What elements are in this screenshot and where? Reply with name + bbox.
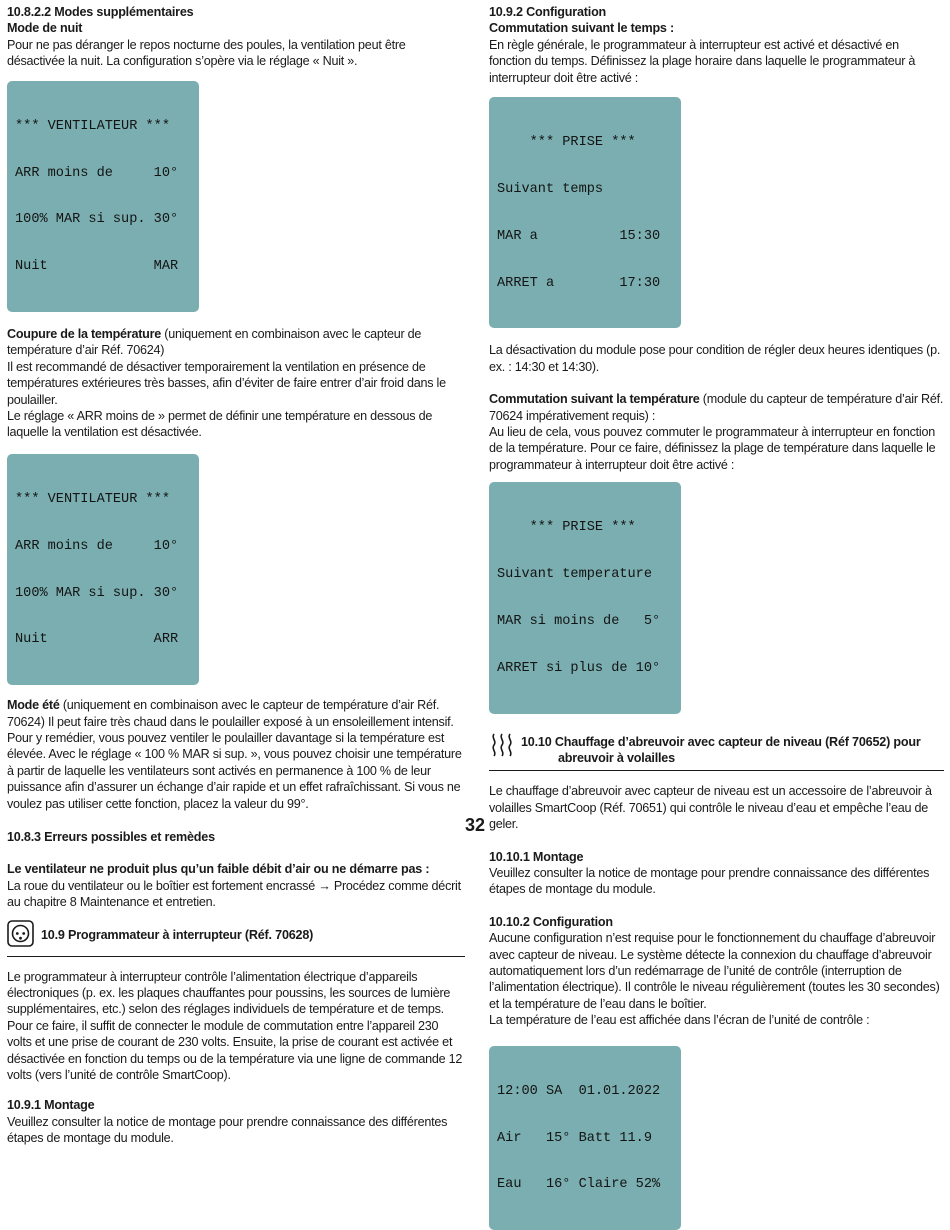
- lcd-display-socket-time: [489, 97, 681, 328]
- temperature-cutoff-paragraph: [7, 326, 465, 359]
- summer-mode-paragraph: [7, 697, 465, 812]
- lcd-line: *** VENTILATEUR ***: [15, 491, 170, 507]
- lcd-line: *** PRISE ***: [497, 135, 636, 151]
- section-10-10-2-text-2: La température de l’eau est affichée dans l’écran de l’unité de contrôle :: [489, 1013, 870, 1028]
- temperature-cutoff-text-2: Le réglage « ARR moins de » permet de définir une température en dessous de laquelle la ventilation est désactivée.: [7, 408, 433, 440]
- section-10-10-title-line-1: 10.10 Chauffage d’abreuvoir avec capteur de niveau (Réf 70652) pour: [521, 734, 921, 749]
- lcd-line: MAR a 15:30: [497, 228, 661, 244]
- lcd-line: 12:00 SA 01.01.2022: [497, 1083, 661, 1099]
- page-number: 32: [464, 815, 486, 835]
- error-text: La roue du ventilateur ou le boîtier est fortement encrassé → Procédez comme décrit au chapitre 8 Maintenance et entretien.: [7, 878, 461, 910]
- section-10-9-header: [7, 920, 465, 957]
- lcd-line: MAR si moins de 5°: [497, 613, 661, 629]
- lcd-display-ventilator-night-arr: [7, 454, 199, 685]
- section-10-10-2-text-1: Aucune configuration n’est requise pour le fonctionnement du chauffage d’abreuvoir avec capteur de niveau. Le système détecte la connexion du chauffage d’abreuvoir automatiquement lors d’un redémarrage de l’unité de contrôle (interruption de l’alimentation électrique). Il contrôle le niveau régulièrement (toutes les 30 secondes) et la température de l’eau dans le boîtier.: [489, 931, 940, 1011]
- summer-mode-text: (uniquement en combinaison avec le capteur de température d’air Réf. 70624) Il peut faire très chaud dans le poulailler exposé à un ensoleillement intensif. Pour y remédier, vous pouvez ventiler le poulailler davantage si la température est élevée. Avec le réglage « 100 % MAR si sup. », vous pouvez choisir une température à partir de laquelle les ventilateurs sont activés en permanence à 100 % de leur puissance afin d’assurer un échange d’air rapide et un effet rafraîchissant. Si vous ne voulez pas utiliser cette fonction, placez la valeur du 99°.: [7, 698, 462, 811]
- lcd-display-socket-temperature: [489, 482, 681, 713]
- section-10-10-text: Le chauffage d’abreuvoir avec capteur de niveau est un accessoire de l’abreuvoir à volailles SmartCoop (Réf. 70651) qui contrôle le niveau d’eau et empêche l’eau de geler.: [489, 784, 932, 832]
- section-10-10-title-line-2: abreuvoir à volailles: [558, 750, 675, 765]
- section-10-8-2-2-title: 10.8.2.2 Modes supplémentaires: [7, 5, 194, 19]
- temperature-switching-text: Au lieu de cela, vous pouvez commuter le programmateur à interrupteur en fonction de la température. Pour ce faire, définissez la plage de température dans laquelle le programmateur à interrupteur doit être activé :: [489, 424, 936, 472]
- lcd-display-ventilator-night-mar: [7, 81, 199, 312]
- time-switching-text: En règle générale, le programmateur à interrupteur est activé et désactivé en fonction du temps. Définissez la plage horaire dans laquelle le programmateur à interrupteur doit être activé :: [489, 37, 916, 85]
- lcd-line: *** VENTILATEUR ***: [15, 118, 170, 134]
- lcd-line: ARR moins de 10°: [15, 165, 179, 181]
- section-10-9-2-title: 10.9.2 Configuration: [489, 5, 607, 19]
- section-10-9-text: Le programmateur à interrupteur contrôle l’alimentation électrique d’appareils électroniques (p. ex. les plaques chauffantes pour poussins, les sources de lumière supplémentaires, etc.) selon des réglages individuels de température et de temps. Pour ce faire, il suffit de connecter le module de commutation entre l’appareil 230 volts et une prise de courant de 230 volts. Ensuite, la prise de courant est activée et désactivée en fonction du temps ou de la température via une ligne de commande 12 volts (vers l’unité de contrôle SmartCoop).: [7, 969, 463, 1082]
- heating-waves-icon: [489, 732, 515, 763]
- lcd-line: 100% MAR si sup. 30°: [15, 585, 179, 601]
- section-10-10-1-text: Veuillez consulter la notice de montage pour prendre connaissance des différentes étapes de montage du module.: [489, 865, 930, 897]
- section-10-9-title: 10.9 Programmateur à interrupteur (Réf. 70628): [41, 928, 314, 943]
- section-10-8-3-title: 10.8.3 Erreurs possibles et remèdes: [7, 829, 215, 844]
- lcd-line: 100% MAR si sup. 30°: [15, 212, 179, 228]
- lcd-line: *** PRISE ***: [497, 520, 636, 536]
- section-10-10-2-title: 10.10.2 Configuration: [489, 914, 613, 929]
- right-column: [489, 4, 944, 1230]
- temperature-switching-title: Commutation suivant la température: [489, 392, 700, 407]
- lcd-line: Air 15° Batt 11.9: [497, 1130, 652, 1146]
- section-10-9-1-title: 10.9.1 Montage: [7, 1098, 95, 1113]
- night-mode-text: Pour ne pas déranger le repos nocturne des poules, la ventilation peut être désactivée la nuit. La configuration s’opère via le réglage « Nuit ».: [7, 37, 406, 69]
- temperature-cutoff-title: Coupure de la température: [7, 326, 162, 341]
- lcd-line: Suivant temperature: [497, 567, 652, 583]
- lcd-line: Eau 16° Claire 52%: [497, 1177, 661, 1193]
- deactivation-text: La désactivation du module pose pour condition de régler deux heures identiques (p. ex. : 14:30 et 14:30).: [489, 343, 941, 374]
- lcd-line: ARR moins de 10°: [15, 538, 179, 554]
- temperature-cutoff-note: (uniquement en combinaison avec le capteur de température d’air Réf. 70624): [7, 326, 422, 358]
- temperature-cutoff-text-1: Il est recommandé de désactiver temporairement la ventilation en présence de températures extérieures très basses, afin d’éviter de faire entrer d’air froid dans le poulailler.: [7, 359, 446, 407]
- section-10-10-title: [521, 734, 921, 767]
- section-10-10-header: [489, 734, 944, 772]
- lcd-line: ARRET si plus de 10°: [497, 660, 661, 676]
- night-mode-title: Mode de nuit: [7, 21, 83, 36]
- time-switching-title: Commutation suivant le temps :: [489, 21, 675, 36]
- temperature-switching-note: (module du capteur de température d’air Réf. 70624 impérativement requis) :: [489, 392, 944, 423]
- error-title: Le ventilateur ne produit plus qu’un faible débit d’air ou ne démarre pas :: [7, 862, 430, 877]
- lcd-line: Suivant temps: [497, 182, 604, 197]
- lcd-line: ARRET a 17:30: [497, 275, 661, 291]
- lcd-line: Nuit MAR: [15, 259, 179, 275]
- section-10-10-1-title: 10.10.1 Montage: [489, 849, 584, 864]
- lcd-line: Nuit ARR: [15, 632, 179, 648]
- lcd-display-status: [489, 1046, 681, 1230]
- left-column: [7, 4, 465, 1147]
- temperature-switching-paragraph: [489, 391, 944, 424]
- summer-mode-title: Mode été: [7, 698, 60, 713]
- section-10-9-1-text: Veuillez consulter la notice de montage pour prendre connaissance des différentes étapes de montage du module.: [7, 1114, 448, 1146]
- timer-switch-icon: [7, 920, 34, 952]
